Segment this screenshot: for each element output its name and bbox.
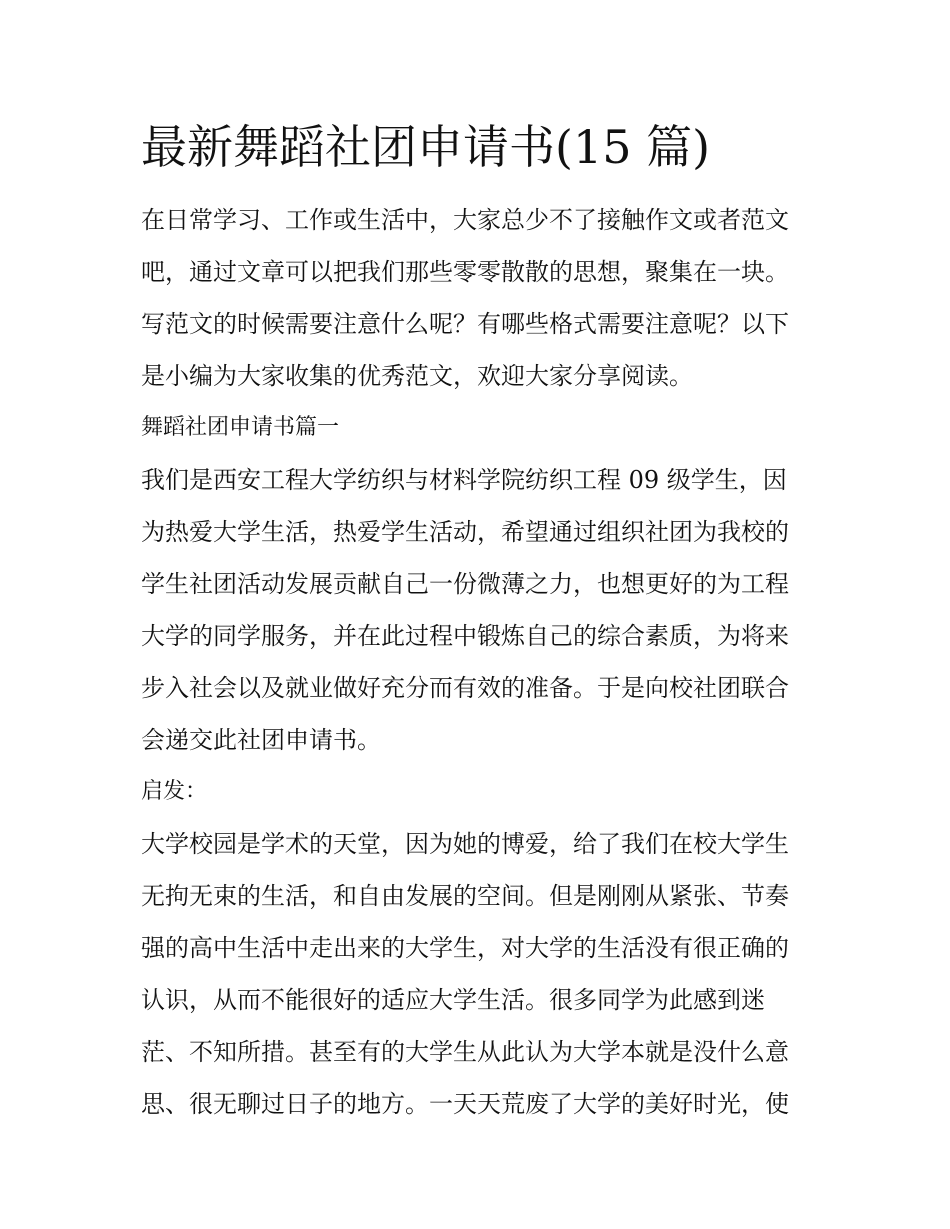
paragraph-line: 步入社会以及就业做好充分而有效的准备。于是向校社团联合	[141, 674, 789, 702]
body-paragraph	[141, 818, 813, 1130]
paragraph-line: 写范文的时候需要注意什么呢？有哪些格式需要注意呢？以下	[141, 310, 789, 338]
paragraph-line: 茫、不知所措。甚至有的大学生从此认为大学本就是没什么意	[141, 1038, 789, 1066]
paragraph-line: 会递交此社团申请书。	[141, 726, 381, 754]
sub-heading: 启发：	[141, 779, 208, 804]
paragraph-line: 我们是西安工程大学纺织与材料学院纺织工程 09 级学生，因	[141, 466, 787, 494]
paragraph-line: 在日常学习、工作或生活中，大家总少不了接触作文或者范文	[141, 206, 789, 234]
paragraph-line: 无拘无束的生活，和自由发展的空间。但是刚刚从紧张、节奏	[141, 882, 789, 910]
paragraph-line: 大学校园是学术的天堂，因为她的博爱，给了我们在校大学生	[141, 830, 789, 858]
paragraph-line: 学生社团活动发展贡献自己一份微薄之力，也想更好的为工程	[141, 570, 789, 598]
paragraph-line: 强的高中生活中走出来的大学生，对大学的生活没有很正确的	[141, 934, 789, 962]
document-page	[141, 112, 813, 1130]
paragraph-line: 思、很无聊过日子的地方。一天天荒废了大学的美好时光，使	[141, 1090, 789, 1118]
paragraph-line: 是小编为大家收集的优秀范文，欢迎大家分享阅读。	[141, 362, 693, 390]
paragraph-line: 吧，通过文章可以把我们那些零零散散的思想，聚集在一块。	[141, 258, 789, 286]
paragraph-line: 认识，从而不能很好的适应大学生活。很多同学为此感到迷	[141, 986, 765, 1014]
section-paragraph	[141, 454, 813, 766]
paragraph-line: 为热爱大学生活，热爱学生活动，希望通过组织社团为我校的	[141, 518, 789, 546]
section-heading: 舞蹈社团申请书篇一	[141, 415, 340, 440]
paragraph-line: 大学的同学服务，并在此过程中锻炼自己的综合素质，为将来	[141, 622, 789, 650]
document-title: 最新舞蹈社团申请书(15 篇)	[141, 120, 711, 174]
intro-paragraph	[141, 194, 813, 402]
